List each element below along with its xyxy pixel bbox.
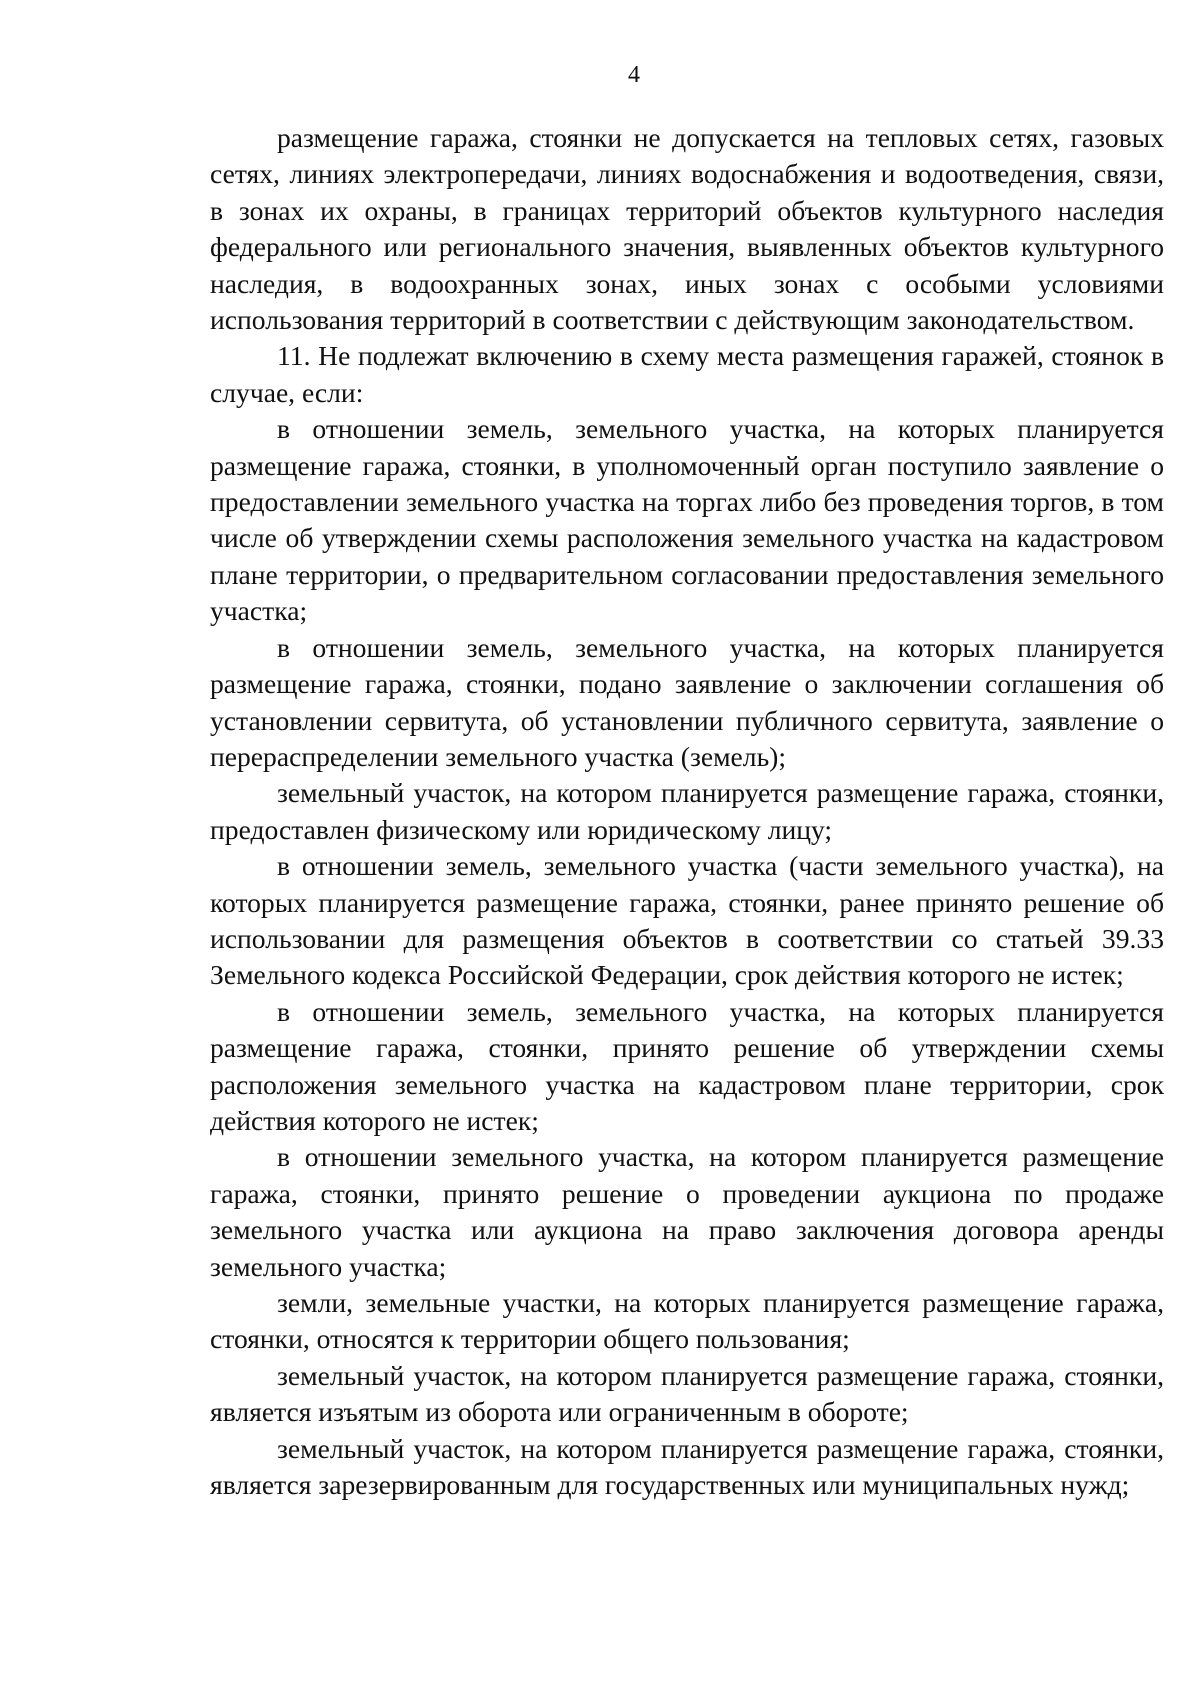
document-body [210,120,1164,1503]
paragraph-condition-public-territory: земли, земельные участки, на которых планируется размещение гаража, стоянки, относятся к территории общего пользования; [210,1287,1164,1355]
paragraph-condition-servitude: в отношении земель, земельного участка, на которых планируется размещение гаража, стоянки, подано заявление о заключении соглашения об установлении сервитута, об установлении публичного сервитута, заявление о перераспределении земельного участка (земель); [210,631,1164,772]
paragraph-item-11: 11. Не подлежат включению в схему места размещения гаражей, стоянок в случае, если: [210,340,1164,408]
paragraph-condition-application-land: в отношении земель, земельного участка, на которых планируется размещение гаража, стоянки, в уполномоченный орган поступило заявление о предоставлении земельного участка на торгах либо без проведения торгов, в том числе об утверждении схемы расположения земельного участка на кадастровом плане территории, о предварительном согласовании предоставления земельного участка; [210,413,1164,627]
paragraph-condition-withdrawn: земельный участок, на котором планируется размещение гаража, стоянки, является изъятым из оборота или ограниченным в обороте; [210,1359,1164,1428]
paragraph-condition-reserved: земельный участок, на котором планируется размещение гаража, стоянки, является зарезервированным для государственных или муниципальных нужд; [210,1432,1164,1501]
paragraph-condition-auction: в отношении земельного участка, на котором планируется размещение гаража, стоянки, принято решение о проведении аукциона по продаже земельного участка или аукциона на право заключения договора аренды земельного участка; [210,1141,1164,1282]
paragraph-condition-scheme-approval: в отношении земель, земельного участка, на которых планируется размещение гаража, стоянки, принято решение об утверждении схемы расположения земельного участка на кадастровом плане территории, срок действия которого не истек; [210,995,1164,1136]
paragraph-continuation: размещение гаража, стоянки не допускается на тепловых сетях, газовых сетях, линиях электропередачи, линиях водоснабжения и водоотведения, связи, в зонах их охраны, в границах территорий объектов культурного наследия федерального или регионального значения, выявленных объектов культурного наследия, в водоохранных зонах, иных зонах с особыми условиями использования территорий в соответствии с действующим законодательством. [210,122,1164,336]
paragraph-condition-usage-decision: в отношении земель, земельного участка (части земельного участка), на которых планируется размещение гаража, стоянки, ранее принято решение об использовании для размещения объектов в соответствии со статьей 39.33 Земельного кодекса Российской Федерации, срок действия которого не истек; [210,850,1164,991]
page-number: 4 [628,62,640,88]
paragraph-condition-provided-plot: земельный участок, на котором планируется размещение гаража, стоянки, предоставлен физическому или юридическому лицу; [210,777,1164,845]
